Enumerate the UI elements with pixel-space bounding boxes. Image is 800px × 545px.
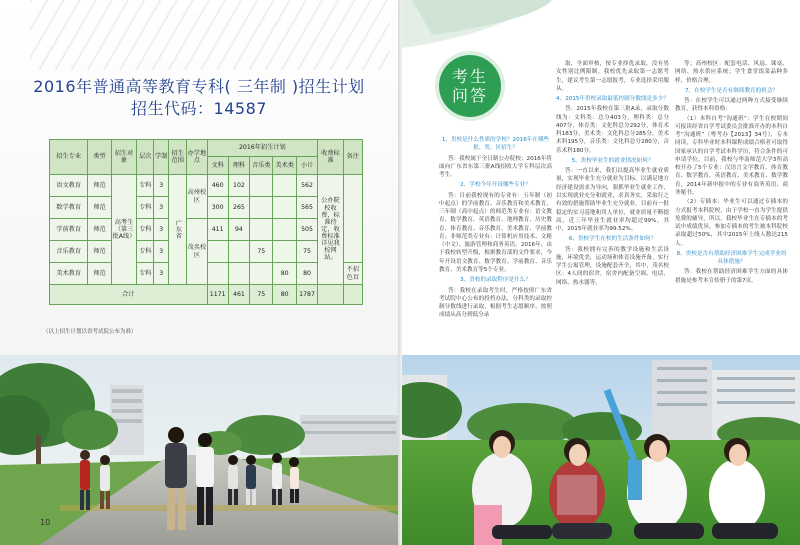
table-header-row: [50, 140, 363, 157]
cell-music: [250, 263, 273, 285]
cell-target: 高考生（第三批A线）: [111, 175, 137, 285]
cell-duration: 3: [154, 241, 169, 263]
cell-arts: [207, 241, 228, 263]
page-number: 10: [40, 518, 51, 527]
faq-question: 3、贵校的录取程序是什么？: [460, 277, 531, 284]
faq-answer: 取，全面审核，按专业择优录取，没有男女性别比例限制。我校优先录取第一志愿考生，建议考生第一志愿报考，专业选择采用服从。: [556, 61, 669, 92]
campus-walkway-photo: [0, 355, 398, 545]
cell-duration: 3: [154, 175, 169, 197]
header-site: 办学地点: [187, 140, 207, 175]
header-science: 理科: [228, 157, 249, 175]
cell-type: 师范: [88, 219, 111, 241]
header-art: 美术类: [273, 157, 296, 175]
cell-subtotal: 565: [296, 197, 317, 219]
total-label: 合计: [50, 285, 208, 305]
header-plan-group: 2016年招生计划: [207, 140, 318, 157]
cell-duration: 3: [154, 197, 169, 219]
faq-answer: 答：2015年我校在第三批A录，录取分数线为：文科类：总分403分，理科类：总分407分，体育类：文化科总分292分，体育术科183分，美术类：文化科总分285分，美术术科195分，音乐类：文化科总分280分，音乐术科180分。: [556, 106, 669, 154]
cell-science: 94: [228, 219, 249, 241]
faq-answer: 答：在校学生可以通过两种方式接受继续教育，获得本科资格：: [675, 98, 788, 113]
header-duration: 学制: [154, 140, 169, 175]
header-type: 类型: [88, 140, 111, 175]
faq-answer: 答：我校在帮助经济困难学生方面的具体措施是参考本宣传册子的第7页。: [675, 269, 788, 284]
faq-question: 4、2015年贵校录取最低控制分数线是多少？: [556, 96, 669, 103]
cell-subtotal: 80: [296, 263, 317, 285]
faq-badge: [439, 55, 501, 117]
cell-art: [273, 219, 296, 241]
cell-subtotal: 505: [296, 219, 317, 241]
cell-type: 师范: [88, 263, 111, 285]
table-total-row: [50, 285, 363, 305]
faq-question: 6、贵校学生在校的生活条件如何？: [568, 236, 657, 243]
cell-science: 102: [228, 175, 249, 197]
campus-walkway-illustration: [0, 355, 398, 545]
faq-answer: 等；高州校区：配套电话、风扇、课桌、网络、热水供应系统；学生食堂饭菜品种多样，价格合理。: [675, 61, 788, 84]
total-remark-empty: [343, 285, 362, 305]
header-major: 招生专业: [50, 140, 88, 175]
cell-site-gaozhou: 高州校区: [187, 175, 207, 219]
cell-remark-empty: [343, 175, 362, 263]
faq-column-3: [675, 60, 788, 286]
header-level: 层次: [137, 140, 154, 175]
cell-site-maoming: 茂名校区: [187, 219, 207, 285]
faq-question: 5、贵校毕业生的就业情况如何？: [571, 157, 654, 164]
total-fee-empty: [318, 285, 344, 305]
cell-science: 265: [228, 197, 249, 219]
faq-question: 7、在校学生是否有继续教育的机会？: [684, 87, 779, 94]
table-row: [50, 219, 363, 241]
students-on-lawn-illustration: [402, 355, 800, 545]
cell-level: 专科: [137, 241, 154, 263]
table-row: [50, 175, 363, 197]
cell-remark: 不招色盲: [343, 263, 362, 285]
badge-line1: 考生: [451, 66, 488, 86]
cell-duration: 3: [154, 263, 169, 285]
cell-art: [273, 197, 296, 219]
badge-line2: 问答: [451, 86, 488, 105]
cell-science: [228, 241, 249, 263]
header-scope: 招生范围: [169, 140, 187, 175]
decorative-lines: [30, 0, 390, 70]
cell-arts: [207, 263, 228, 285]
cell-subtotal: 562: [296, 175, 317, 197]
total-music: 75: [250, 285, 273, 305]
faq-answer: 答：目前我校现有的专业有：五年制（初中起点）的学前教育、音乐教育和美术教育，三年制（高中起点）的师范类专业有：语文教育、数学教育、英语教育、地理教育、历史教育、体育教育、音乐教育、美术教育、学前教育；非师范类专业有：计算机应用技术、文秘（中文）、旅游管理和商务英语。2016年，由于我校转型升级，根据教育部的文件要求，今年开设语文教育、数学教育、学前教育、音乐教育、美术教育等5个专业。: [439, 192, 552, 273]
faq-column-1: [439, 134, 552, 321]
cell-type: 师范: [88, 197, 111, 219]
cell-music: [250, 175, 273, 197]
students-on-lawn-photo: [402, 355, 800, 545]
cell-level: 专科: [137, 175, 154, 197]
cell-major: 语文教育: [50, 175, 88, 197]
cell-level: 专科: [137, 219, 154, 241]
header-music: 音乐类: [250, 157, 273, 175]
faq-answer: （1）本科自考“沟通班”：学生在校期间可报读经省自学考试委员会批准开办的本科自考“沟通班”（粤考办【2013】34号），专本同读，专科毕业时本科课程成绩合格者可取得国家承认的自学考试本科学历，符合条件的可申请学位。目前，我校与华南师范大学3所高校开办了5个专业：汉语言文学教育、体育教育、数学教育、英语教育、美术教育、数学教育，2014年新申报中的专业有商务英语、商务秘书。: [675, 115, 788, 196]
faq-answer: 答：我校属于全日制公办院校；2016年将面向广东省东第三批A线招收大学专科层次高考生。: [439, 155, 552, 179]
right-page: [402, 0, 800, 545]
cell-major: 学前教育: [50, 219, 88, 241]
total-arts: 1171: [207, 285, 228, 305]
cell-art: [273, 241, 296, 263]
cell-fee: 公办院校收费，标准待定，收费标准详见我校网站。: [318, 175, 344, 285]
faq-question: 2、学校今年开设哪些专业？: [460, 182, 531, 189]
faq-column-2: [556, 60, 669, 288]
cell-art: 80: [273, 263, 296, 285]
cell-science: [228, 263, 249, 285]
faq-question: 1、贵校是什么性质的学校？2016年在哪些批、类、区招生？: [441, 137, 550, 152]
cell-music: 75: [250, 241, 273, 263]
faq-answer: 答：一直以来，我们以提高毕业生就业质量，实现毕业生充分就业为目标，以满足地方经济建设需求为导向，狠抓毕业生就业工作，以实现就业充分和就业，求真务实，采取行之有效的措施帮助毕业生充分就业。目前有一批稳定的实习基地和用人单位，就业质量不断提高，近三年毕业生就业率均超过99%，其中，2015年就业率为99.52%。: [556, 168, 669, 233]
enrollment-code: 招生代码：14587: [131, 99, 267, 118]
faq-answer: 答：我校拥有完善的教学设施和生活设施，环境优美，运动场和体育设施齐备，实行学生公寓管理，设施配套齐全，其中，茂名校区：4人间的宿舍，宿舍内配备空调、电话、网络、热水器等。: [556, 246, 669, 286]
cell-music: [250, 219, 273, 241]
faq-answer: （2）专插本：毕业生可以通过专插本的方式报考本科院校，由于学校一直为学生提供免费的辅导，所以，我校毕业生在专插本的考试中成绩优异，参加专插本的考生被本科院校录取超过50%，其中2015年上线人数达215人。: [675, 199, 788, 247]
total-art: 80: [273, 285, 296, 305]
cell-level: 专科: [137, 197, 154, 219]
cell-level: 专科: [137, 263, 154, 285]
cell-major: 美术教育: [50, 263, 88, 285]
total-subtotal: 1787: [296, 285, 317, 305]
faq-question: 8、贵校是否有帮助经济困难学生完成学业的具体措施？: [676, 250, 787, 266]
cell-major: 数学教育: [50, 197, 88, 219]
header-arts: 文科: [207, 157, 228, 175]
cell-art: [273, 175, 296, 197]
total-science: 461: [228, 285, 249, 305]
decorative-swoosh: [402, 0, 800, 60]
header-remark: 备注: [343, 140, 362, 175]
header-fee: 收费标准: [318, 140, 344, 175]
plan-title: 2016年普通高等教育专科( 三年制 )招生计划: [33, 77, 365, 96]
cell-type: 师范: [88, 241, 111, 263]
faq-answer: 答：我校在录取考生时，严格按照广东省考试院中心公布的投档办法，分科类的录取控制分数线进行录取，根据考生志愿顺序，按照成绩从高分到低分录: [439, 287, 552, 319]
enrollment-plan-table: [49, 139, 363, 305]
table-note: （以上招生计划以省考试院公布为准）: [43, 329, 137, 335]
cell-arts: 460: [207, 175, 228, 197]
cell-subtotal: 75: [296, 241, 317, 263]
cell-arts: 300: [207, 197, 228, 219]
cell-duration: 3: [154, 219, 169, 241]
header-target: 招生对象: [111, 140, 137, 175]
header-subtotal: 小计: [296, 157, 317, 175]
cell-scope: 广东省: [169, 175, 187, 285]
cell-arts: 411: [207, 219, 228, 241]
cell-major: 音乐教育: [50, 241, 88, 263]
cell-music: [250, 197, 273, 219]
cell-type: 师范: [88, 175, 111, 197]
left-page: [0, 0, 398, 545]
